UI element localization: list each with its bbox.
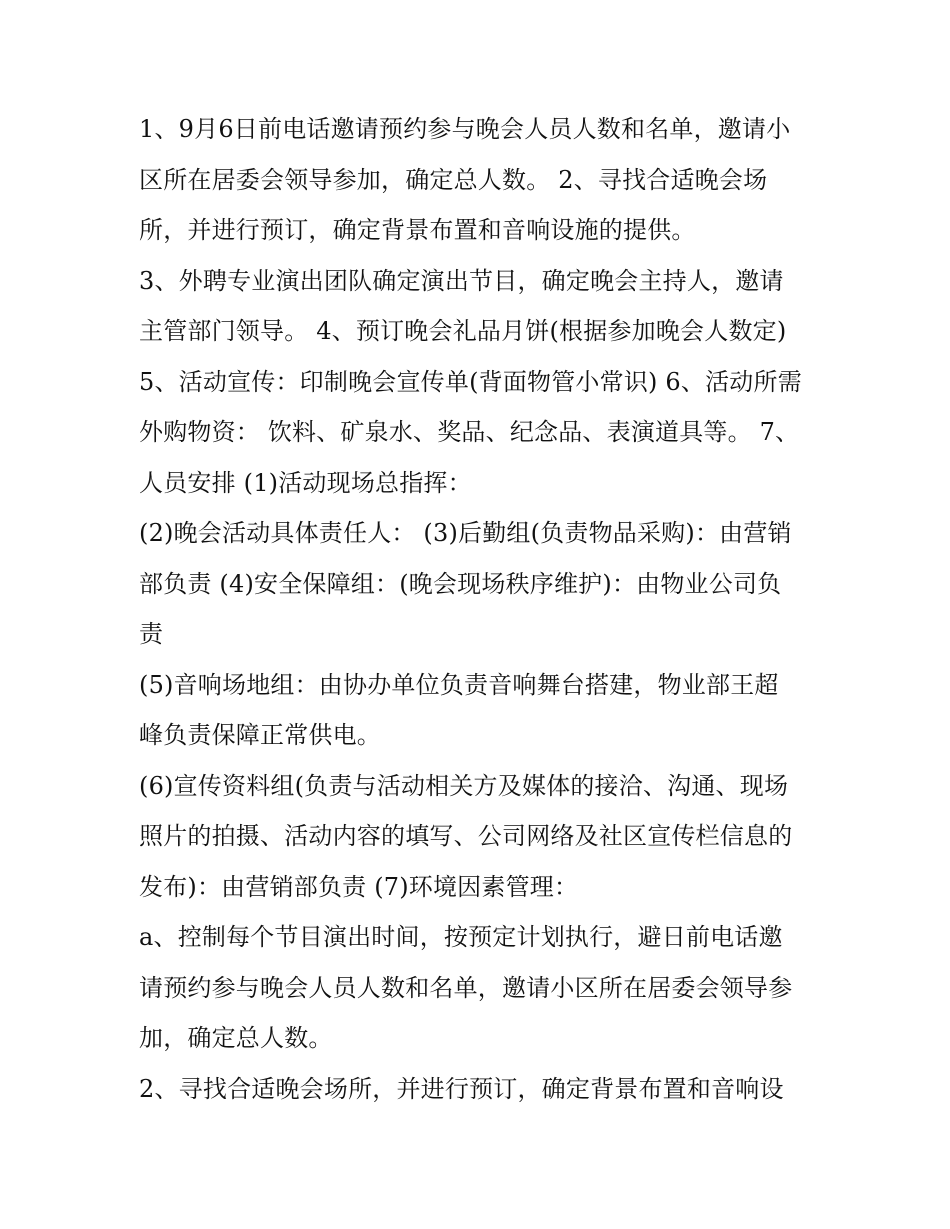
text-line: (5)音响场地组：由协办单位负责音响舞台搭建，物业部王超 [139, 670, 779, 699]
text-line: 3、外聘专业演出团队确定演出节目，确定晚会主持人，邀请 [139, 266, 784, 295]
text-line: 照片的拍摄、活动内容的填写、公司网络及社区宣传栏信息的 [139, 822, 793, 850]
text-line: 请预约参与晚会人员人数和名单，邀请小区所在居委会领导参 [139, 973, 793, 1002]
document-body [139, 104, 819, 1114]
text-line: 责 [139, 620, 164, 648]
text-line: (6)宣传资料组(负责与活动相关方及媒体的接洽、沟通、现场 [139, 771, 789, 800]
text-line: 峰负责保障正常供电。 [139, 721, 381, 749]
text-line: 外购物资： 饮料、矿泉水、奖品、纪念品、表演道具等。 7、 [139, 418, 800, 446]
text-line: 2、寻找合适晚会场所，并进行预订，确定背景布置和音响设 [139, 1074, 784, 1103]
text-line: (2)晚会活动具体责任人： (3)后勤组(负责物品采购)：由营销 [139, 519, 792, 547]
text-line: 部负责 (4)安全保障组：(晚会现场秩序维护)：由物业公司负 [139, 569, 782, 598]
text-line: 所，并进行预订，确定背景布置和音响设施的提供。 [139, 216, 696, 244]
text-line: 人员安排 (1)活动现场总指挥： [139, 468, 472, 497]
text-line: 加，确定总人数。 [139, 1024, 333, 1052]
text-line: a、控制每个节目演出时间，按预定计划执行，避日前电话邀 [139, 923, 783, 951]
text-line: 1、9月6日前电话邀请预约参与晚会人员人数和名单，邀请小 [139, 115, 791, 143]
text-line: 5、活动宣传：印制晚会宣传单(背面物管小常识) 6、活动所需 [139, 367, 802, 396]
text-line: 主管部门领导。 4、预订晚会礼品月饼(根据参加晚会人数定) [139, 317, 787, 345]
text-line: 区所在居委会领导参加，确定总人数。 2、寻找合适晚会场 [139, 165, 768, 194]
text-line: 发布)：由营销部负责 (7)环境因素管理： [139, 872, 579, 901]
